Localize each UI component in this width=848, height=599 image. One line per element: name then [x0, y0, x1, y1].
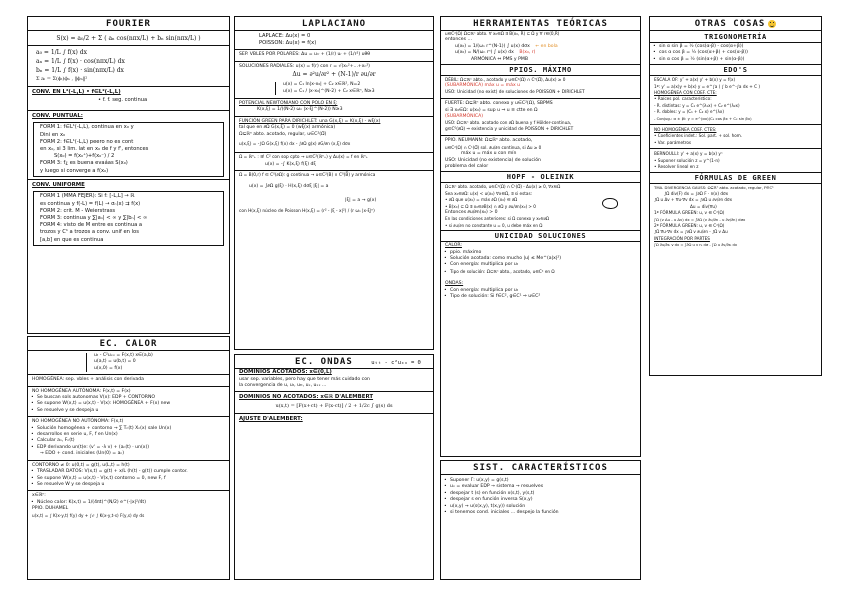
fourier-puntual-frame	[33, 122, 224, 176]
ppio-line: USO: Unicidad (no existencia) de solución	[445, 157, 541, 163]
fourier-a0: a₀ = 1/L ∫ f(x) dx	[36, 49, 88, 56]
lap-line: SEP. VBLES POR POLARES: Δu = uᵣᵣ + (1/r) uᵣ + (1/r²) uθθ	[239, 52, 371, 58]
fourier-uniforme-frame	[33, 191, 224, 245]
green-line: TMA. DIVERGENCIA GAUSS: Ω⊆ℝⁿ abto. acotado, regular, F∈C¹	[654, 184, 774, 190]
puntual-line: FORM 3: f¿ es buena evaáas S(x₀)	[40, 160, 128, 167]
hopf-line: Ω⊆ℝⁿ abto. acotado, u∈C²(Ω) ∩ C¹(Ω̅) - Δu(x) ≥ 0, ∀x∈Ω	[445, 184, 561, 190]
edo-line: • Coeficientes indet.: Sol. part. + sol. hom.	[654, 133, 743, 139]
calor-line: u(x,t) = ∫ K(x-y,t) f(y) dy + ∫₀ᵗ ∫ K(x-y,t-s) F(y,s) dy ds	[32, 512, 145, 518]
green-line: Δu = div(∇u)	[690, 203, 717, 209]
calor-line: • Solución homogénea + contorno → ∑ Tₙ(t) Xₙ(x) sale Un(x)	[28, 426, 229, 432]
calor-line: • Se buscan sols autonomas V(x): EDP + CONTORNO	[28, 395, 229, 401]
lap-line: Ω = B(0,r) f ∈ C⁰(∂Ω): g continua → u∈C²(B) ∩ C⁰(B̅) y armónica	[239, 173, 376, 179]
ppio-line: u∈C²(Ω) ∩ C¹(Ω̅) sol. ∂u/∂n continua, si Δu ≥ 0	[445, 144, 542, 150]
unicidad-title: UNICIDAD SOLUCIONES	[441, 230, 640, 242]
lap-line: K(x,ξ) = 1/((N-2) ωₙ |x-ξ|^(N-2)) N≥3	[257, 107, 343, 113]
edos-title: EDO'S	[650, 64, 821, 76]
caract-line: • u(x,y) → u(s(x,y), t(x,y)) solución	[441, 504, 640, 510]
fourier-title: FOURIER	[28, 17, 229, 31]
edo-line: • Raíces pol. característico:	[654, 96, 712, 102]
green-line: ∫Ω u Δv + ∇u·∇v dx = ∫∂Ω u ∂v/∂n dσx	[654, 197, 732, 203]
unicidad-line: CALOR:	[445, 243, 462, 249]
lap-line: FUNCIÓN GREEN PARA DIRICHLET: una G(x,ξ) = K(x,ξ) - wξ(x)	[239, 118, 381, 124]
lap-line: con H(x,ξ) núcleo de Poisson H(x,ξ) = (r² - |ξ - x|²) / (r ωₙ |x-ξ|ⁿ)	[239, 208, 375, 214]
calor-line: → EDO + cond. iniciales (Un(0) = aₙ)	[40, 451, 125, 457]
lap-line: u(x) = C₁ ln|x-x₀| + C₂ x∈ℝ², N=2	[283, 82, 361, 88]
calor-line: x∈ℝⁿ:	[32, 493, 46, 499]
trig-line: • sin α cos β = ½ (sin(α+β) + sin(α-β))	[650, 57, 821, 63]
calor-title: EC. CALOR	[28, 337, 229, 351]
lap-line: POISSON: Δu(x) = f(x)	[259, 40, 317, 47]
laplaciano-box	[234, 16, 434, 350]
calor-line: CONTORNO ≠ 0: u(0,t) = g(t), u(L,t) = h(t)	[32, 462, 130, 468]
ondas-line: la convergencia de u, uₜ, uₜₜ, uₓ, uₓₓ ...	[239, 383, 327, 388]
ondas-header-eq: uₜₜ - c²uₓₓ = 0	[371, 360, 421, 366]
calor-system: u(a,t) = u(b,t) = 0	[94, 359, 136, 365]
caract-line: • si tenemos cond. iniciales ... despejo la función	[441, 510, 640, 516]
unicidad-line: • Solución acotada: como mucho |u| ≤ Me^(a|x|²)	[441, 256, 640, 262]
lap-line: tal que en ∂Ω G(x,ξ) = 0 (wξ(x) armónica)	[239, 125, 336, 131]
edo-line: - Conjug.: α ± βi: y = e^(αx)(C₁ cos βx + C₂ sin βx)	[654, 115, 752, 121]
green-line: 1ª FÓRMULA GREEN: u, v ∈ C²(Ω)	[654, 210, 725, 216]
lap-line: u(x) = C₁ / |x-x₀|^(N-2) + C₂ x∈ℝⁿ, N≥3	[283, 88, 375, 94]
unicidad-line: • ppio. máximo	[441, 250, 640, 256]
otras-title	[650, 17, 821, 31]
ondas-line: u(x,t) = [F(x+ct) + F(x-ct)] / 2 + 1/2c ∫ g(s) ds	[275, 403, 393, 409]
lap-line: u(x) = -∫ K(x,ξ) f(ξ) dξ	[265, 161, 316, 167]
ppio-line: problema del calor	[445, 163, 489, 169]
unicidad-line: • Tipo de solución: Si f∈C², g∈C¹ ⇒ u∈C²	[441, 294, 640, 300]
herr-line: ARMÓNICA ⇔ PMS y PMB	[471, 56, 528, 62]
herramientas-box	[440, 16, 641, 457]
herr-note-ball: B(x₀, r)	[519, 50, 536, 56]
lap-line: u(x,ξ) = -∫Ω G(x,ξ) f(x) dx - ∫∂Ω g(x) ∂G/∂n (x,ξ) dσx	[239, 142, 351, 148]
caract-line: • despejar s en función inversa S(x,y)	[441, 497, 640, 503]
ppio-line: (SUBARMÓNICA)	[445, 114, 484, 120]
lap-line: LAPLACE: Δu(x) = 0	[259, 33, 311, 39]
herr-note-bola: ← en bola	[535, 43, 558, 49]
edo-line: BERNOULLI: y' + a(x) y = b(x) yⁿ	[654, 151, 723, 157]
puntual-line: FORM 1: f∈L¹(-L,L), continua en x₀ y	[40, 124, 134, 131]
green-line: ∫Ω div(F) dx = ∫∂Ω F · n(x) dσx	[664, 190, 729, 196]
ondas-box	[234, 354, 434, 580]
ondas-line: AJUSTE D'ALEMBERT:	[239, 416, 303, 422]
green-line: INTEGRACIÓN POR PARTES	[654, 235, 710, 241]
puntual-line: y luego si converge a f(x₀)	[40, 167, 109, 174]
green-line: ∫Ω ∇u·∇v dx = ∫∂Ω v ∂u/∂n - ∫Ω v Δu	[654, 229, 728, 235]
uniforme-line: es continua y f(-L) = f(L) → σₙ(x) ⇉ f(x)	[40, 200, 141, 207]
lap-line: |ξ| = a → g(x)	[345, 198, 377, 204]
herr-line: entonces …	[445, 37, 473, 43]
edo-line: - R. dobles: y = (C₁ + C₂ x) e^(λx)	[654, 109, 724, 115]
lap-line: POTENCIAL NEWTONIANO CON POLO EN ξ:	[239, 101, 338, 107]
fourier-an: aₙ = 1/L ∫ f(x) · cos(nπx/L) dx	[36, 58, 125, 65]
hopf-line: Entonces ∂u/∂n(x₀) > 0	[445, 209, 498, 215]
hopf-title: HOPF - OLEINIK	[441, 171, 640, 183]
calor-line: • desarrollos en serie u, F, f en Un(x)	[28, 432, 229, 438]
ondas-title-text: EC. ONDAS	[295, 357, 353, 367]
caracteristicos-title: SIST. CARACTERÍSTICOS	[441, 461, 640, 475]
puntual-line: Dini en x₀	[40, 131, 66, 138]
hopf-line: Sea x₀∈∂Ω: u(x) < u(x₀) ∀x∈Ω, ∃ si estas:	[445, 190, 533, 196]
ppio-line: máx u = máx u con mín	[461, 151, 517, 157]
ppio-line: DÉBIL: Ω⊆ℝⁿ abto., acotado y u∈C²(Ω) ∩ C⁰(Ω̅), Δu(x) ≥ 0	[445, 77, 566, 83]
calor-system: u(x,0) = f(x)	[94, 365, 123, 371]
fourier-series: S(x) = a₀/2 + Σ ( aₙ cos(nπx/L) + bₙ sin(nπx/L) )	[56, 35, 201, 42]
edo-line: HOMOGÉNEA CON COEF. CTE:	[654, 90, 717, 96]
unicidad-line: ONDAS:	[445, 281, 464, 287]
calor-line: • TRASLADAR DATOS: V(x,t) = g(t) + x/L (h(t) - g(t)) cumple contor.	[28, 469, 229, 475]
calor-system: uₜ - C²uₓₓ = F(x,t) x∈(a,b)	[94, 353, 153, 358]
ppio-line: si ∃ x₀∈Ω: u(x₀) = sup u ⇒ u ≡ ctte en Ω	[445, 107, 538, 113]
calor-line: • Se supone W(x,t) = u(x,t) - V(x,t) contorno = 0, new F, f	[28, 476, 229, 482]
calor-line: • Núcleo calor: K(x,t) = 1/(4πt)^(N/2) e^(-|x|²/4t)	[28, 500, 229, 506]
caract-line: • uₓ = evaluar EDP → sistema → resuelves	[441, 484, 640, 490]
puntual-line: S(x₀) = f(x₀⁺)+f(x₀⁻) / 2	[54, 153, 115, 160]
herr-pmb: u(x₀) = N/(ωₙ rⁿ) ∫ u(x) dx	[455, 50, 514, 56]
fourier-coef-general: Σ aᵢ = Σ(ϕᵢ)ϕₙ , ‖ϕₙ‖²	[36, 76, 88, 82]
fourier-bn: bₙ = 1/L ∫ f(x) · sin(nπx/L) dx	[36, 67, 124, 74]
lap-line: Δu = ∂²u/∂r² + (N-1)/r ∂u/∂r	[292, 71, 376, 79]
uniforme-line: FORM 2: crit. M - Weierstrass	[40, 207, 116, 214]
otras-box	[649, 16, 822, 376]
ondas-line: DOMINIOS ACOTADOS: x∈(0,L)	[239, 369, 332, 375]
calor-line: NO HOMOGÉNEA NO AUTÓNOMA: F(x,t)	[32, 419, 124, 425]
otras-title-text: OTRAS COSAS	[694, 19, 766, 29]
calor-line: HOMOGÉNEA: sep. vbles + análisis con derivada	[32, 377, 144, 383]
lap-line: SOLUCIONES RADIALES: u(x) = f(r) con r = √(x₁²+...+xₙ²)	[239, 63, 370, 69]
hopf-line: • si ∂u/∂n no constante u = 0, u debe máx en Ω	[445, 222, 543, 228]
unicidad-line: • Tipo de solución: Ω⊆ℝⁿ abto., acotado, u∈C² en Ω	[441, 269, 640, 275]
smiley-icon	[768, 20, 776, 28]
fourier-uniforme-label: CONV. UNIFORME	[32, 181, 85, 188]
ondas-line: DOMINIOS NO ACOTADOS: x∈ℝ D'ALEMBERT	[239, 394, 374, 401]
ppio-line: USO: Ω⊆ℝⁿ abto. acotado con ∂Ω buena y f Hölder-continua,	[445, 120, 572, 126]
ondas-title	[235, 355, 433, 369]
laplaciano-title: LAPLACIANO	[235, 17, 433, 31]
caracteristicos-box	[440, 460, 641, 580]
unicidad-line: • Con energía: multiplica por uₜ	[441, 288, 640, 294]
trig-title: TRIGONOMETRÍA	[650, 32, 821, 43]
uniforme-line: trozos y C¹ a trozos a conv. unif en los	[40, 229, 139, 236]
calor-line: • Se supone W(x,t) = u(x,t) - V(x): HOMOGÉNEA + F(x) new	[28, 401, 229, 407]
calor-line: • Calcular aₙ, Fₙ(t)	[28, 438, 229, 444]
edo-line: - R. distintas: y = C₁ e^(λ₁x) + C₂ e^(λ₂x)	[654, 102, 740, 108]
ondas-line: usar sep. variables, pero hay que tener más cuidado con	[239, 376, 370, 382]
hopf-line: • B(x₀) ⊆ Ω ∃ x₀∈∂B(x) ∩ ∂Ω y ∂u/∂n(x₀) > 0	[445, 203, 536, 209]
ppio-line: g∈C⁰(∂Ω) ⇒ existencia y unicidad de POISSON + DIRICHLET	[445, 126, 574, 132]
lap-line: u(x) = ∫∂Ω g(ξ) · H(x,ξ) dσξ |ξ| = a	[249, 183, 329, 189]
herramientas-title: HERRAMIENTAS TEÓRICAS	[441, 17, 640, 31]
fourier-conv-l2: CONV. EN L²(-L,L) • f∈L²(-L,L)	[32, 89, 121, 95]
green-line: ∫Ω ∂u/∂xᵢ v dx = ∫∂Ω u v nᵢ dσ - ∫Ω u ∂v/∂xᵢ dx	[654, 243, 738, 248]
edo-line: NO HOMOGÉNEA COEF. CTES:	[654, 127, 717, 133]
ppios-title: PPIOS. MÁXIMO	[441, 64, 640, 76]
calor-line: PPIO. DUHAMEL	[32, 506, 69, 512]
caract-line: • despejar t (s) en función x(s,t), y(s,t)	[441, 491, 640, 497]
puntual-line: en x₀, si 3 lim. lat en x₀ de f y f', entonces	[40, 146, 149, 152]
green-line: ∫Ω (v Δu - u Δv) dx = ∫∂Ω (v ∂u/∂n - u ∂v/∂n) dσx	[654, 216, 746, 222]
ppio-line: (SUBARMÓNICA) máx u = máx u	[445, 83, 521, 89]
caract-line: • Suponer Γ: u(x,y) = g(s,t)	[441, 478, 640, 484]
hopf-line: • ∂Ω que u(x₀) = máx ∂Ω (x₀) ∈ ∂Ω	[445, 197, 518, 203]
calor-line: • Se resuelve y se despeja u	[28, 408, 229, 414]
uniforme-line: [a,b] en que es continua	[40, 236, 104, 243]
calor-line: • EDP derivando un(t)e: (v' = -λ v) + (aₙ(t) · un(x))	[28, 445, 229, 451]
uniforme-line: FORM 1 (MMA FEJER): Si f: [-L,L] → ℝ	[40, 193, 135, 200]
edo-line: • Resolver lineal en z	[654, 164, 699, 170]
edo-line: ESCALA OF: y″ + a(x) y' + b(x) y = f(x)	[654, 77, 736, 83]
uniforme-line: FORM 4: visto de M entre es continua a	[40, 222, 143, 229]
calor-line: NO HOMOGÉNEA AUTÓNOMA: F(x,t) = F(x)	[32, 388, 131, 394]
lap-line: Ω = ℝⁿ₊ : ∃! C² con sop cpto → u∈C²(ℝⁿ₊) y Δu(x) = f en ℝⁿ₊	[239, 155, 368, 161]
fourier-conv-l2-cond: • f. f. seg. continua	[98, 96, 148, 103]
herr-pms: u(x₀) = 1/(ωₙ r^(N-1)) ∫ u(x) dσx	[455, 43, 530, 49]
edo-line: 1ª: y' = a(x)y + b(x) y = e^∫a ( ∫ b e^-∫a dx + C )	[654, 83, 761, 89]
hopf-line: En las condiciones anteriores: si Ω conexo y x₀∈∂Ω	[445, 216, 550, 222]
trig-line: • sin α sin β = ½ (cos(α-β) - cos(α+β))	[650, 44, 821, 50]
edo-line: • Suponer solución z = y^(1-n)	[654, 157, 720, 163]
green-line: 2ª FÓRMULA GREEN: u, v ∈ C²(Ω)	[654, 222, 725, 228]
ppio-line: PPIO. NEUMANN: Ω⊆ℝⁿ abto. acotado,	[445, 138, 533, 144]
trig-line: • cos α cos β = ½ (cos(α+β) + cos(α-β))	[650, 50, 821, 56]
green-title: FÓRMULAS DE GREEN	[650, 172, 821, 184]
lap-line: Ω⊆ℝⁿ abto. acotado, regular, u∈C²(Ω̅)	[239, 131, 327, 137]
herr-line: u∈C²(Ω) Ω⊆ℝⁿ abto. ∀ x₀∈Ω ∃ B(x₀, R) ⊆ Ω y ∀ r∈(0,R)	[445, 31, 560, 36]
uniforme-line: FORM 3: continua y ∑|aₙ| < ∞ y ∑|bₙ| < ∞	[40, 215, 148, 222]
ppio-line: FUERTE: Ω⊆ℝⁿ abto. conexo y u∈C²(Ω), SBPMS	[445, 101, 553, 107]
ppio-line: USO: Unicidad (no exist) de soluciones de POISSON + DIRICHLET	[445, 89, 585, 95]
unicidad-line: • Con energía: multiplica por uₜ	[441, 262, 640, 268]
edo-line: • Var. parámetros	[654, 139, 692, 145]
domain-sketch-icon	[602, 198, 618, 209]
calor-box	[27, 336, 230, 580]
puntual-line: FORM 2: f∈L¹(-L,L) peero no es cont	[40, 138, 134, 145]
fourier-box	[27, 16, 230, 334]
calor-line: • Se resuelve W y se despeja u	[28, 482, 229, 488]
fourier-puntual-label: CONV. PUNTUAL:	[32, 112, 83, 119]
